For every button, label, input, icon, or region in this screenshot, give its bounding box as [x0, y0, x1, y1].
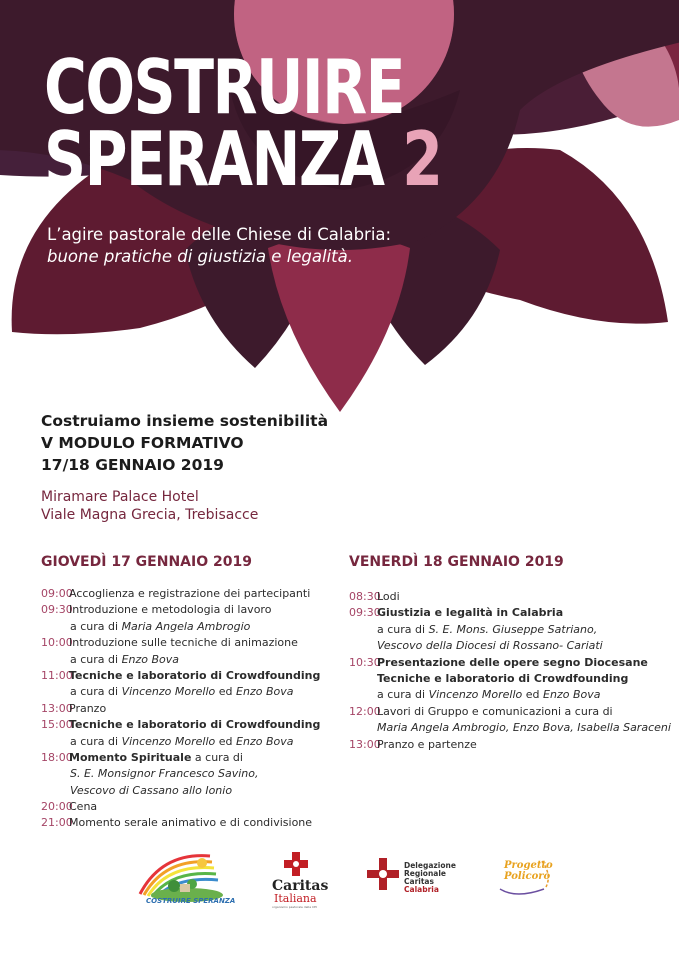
- event-line-3: 17/18 GENNAIO 2019: [41, 456, 224, 474]
- schedule-time: 11:00: [41, 668, 73, 682]
- schedule-row: [41, 734, 320, 750]
- schedule-text: Vincenzo Morello: [121, 734, 216, 748]
- schedule-text: S. E. Mons. Giuseppe Satriano,: [428, 622, 598, 636]
- schedule-time: 09:00: [41, 587, 73, 600]
- schedule-row: [349, 704, 671, 720]
- schedule-time: 18:00: [41, 750, 73, 764]
- delegazione-cross-icon: [366, 857, 400, 891]
- schedule-row: [41, 652, 320, 668]
- schedule-text: Presentazione delle opere segno Diocesane: [377, 655, 648, 669]
- caritas-name: Caritas: [272, 878, 329, 894]
- schedule-text: Introduzione e metodologia di lavoro: [69, 603, 272, 617]
- schedule-text: a cura di: [70, 685, 122, 699]
- schedule-row: [41, 701, 320, 717]
- title-line-2: [44, 115, 442, 203]
- schedule-text: Lavori di Gruppo e comunicazioni a cura di: [377, 704, 613, 718]
- schedule-row: [349, 720, 671, 736]
- caritas-tag: organismo pastorale della CEI: [272, 905, 317, 909]
- schedule-row: [41, 799, 320, 815]
- schedule-row: [41, 815, 320, 831]
- schedule-text: a cura di: [191, 750, 243, 764]
- costruire-logo-text: COSTRUIRE SPERANZA: [146, 897, 236, 905]
- schedule-text: Pranzo e partenze: [377, 737, 477, 751]
- event-line-1: Costruiamo insieme sostenibilità: [41, 412, 329, 430]
- schedule-text: Tecniche e laboratorio di Crowdfounding: [69, 718, 321, 732]
- schedule-text: S. E. Monsignor Francesco Savino,: [70, 767, 259, 781]
- schedule-row: [349, 638, 671, 654]
- schedule-text: Momento serale animativo e di condivisione: [69, 816, 313, 830]
- schedule-row: [41, 668, 320, 684]
- title-line-1: COSTRUIRE: [44, 43, 404, 131]
- caritas-sub: Italiana: [274, 892, 317, 905]
- schedule-text: Maria Angela Ambrogio, Enzo Bova, Isabella Saraceni: [377, 721, 671, 735]
- schedule-row: [41, 602, 320, 618]
- schedule-text: ed: [215, 685, 237, 699]
- delegazione-caritas-logo: [366, 857, 456, 897]
- schedule-time: 09:30: [41, 603, 73, 617]
- schedule-time: 20:00: [41, 800, 73, 814]
- policoro-line-2: Policoro: [504, 871, 551, 882]
- schedule-text: Vincenzo Morello: [121, 685, 216, 699]
- schedule-row: [41, 783, 320, 799]
- day1-heading: GIOVEDÌ 17 GENNAIO 2019: [41, 554, 252, 570]
- schedule-time: 13:00: [349, 737, 381, 751]
- caritas-cross-icon: [266, 850, 326, 878]
- schedule-text: Enzo Bova: [236, 685, 294, 699]
- schedule-row: [41, 586, 320, 602]
- schedule-text: a cura di: [377, 688, 429, 702]
- schedule-row: [41, 717, 320, 733]
- costruire-speranza-logo: [132, 848, 236, 910]
- policoro-line-1: Progetto: [504, 860, 553, 871]
- schedule-text: Cena: [69, 800, 98, 814]
- schedule-text: Enzo Bova: [121, 652, 180, 666]
- delegazione-line-3: Caritas: [404, 877, 434, 886]
- schedule-text: Momento Spirituale: [69, 750, 192, 764]
- schedule-row: [41, 684, 320, 700]
- subtitle-line-2: buone pratiche di giustizia e legalità.: [47, 247, 354, 266]
- schedule-row: [41, 619, 320, 635]
- schedule-time: 12:00: [349, 704, 381, 718]
- schedule-row: [349, 622, 671, 638]
- schedule-text: a cura di: [377, 622, 429, 636]
- schedule-text: Vincenzo Morello: [428, 688, 523, 702]
- schedule-text: Enzo Bova: [543, 688, 601, 702]
- schedule-text: a cura di: [70, 652, 122, 666]
- schedule-time: 10:00: [41, 636, 73, 650]
- schedule-text: a cura di: [70, 734, 122, 748]
- schedule-text: Tecniche e laboratorio di Crowdfounding: [377, 671, 629, 685]
- schedule-text: Pranzo: [69, 701, 107, 715]
- schedule-text: Giustizia e legalità in Calabria: [377, 606, 564, 620]
- schedule-text: Tecniche e laboratorio di Crowdfounding: [69, 668, 321, 682]
- delegazione-line-4: Calabria: [404, 885, 439, 894]
- delegazione-line-1: Delegazione: [404, 861, 456, 870]
- delegazione-line-2: Regionale: [404, 869, 447, 878]
- schedule-row: [349, 687, 671, 703]
- schedule-time: 09:30: [349, 606, 381, 620]
- schedule-time: 15:00: [41, 718, 73, 732]
- schedule-text: Accoglienza e registrazione dei partecipanti: [69, 587, 311, 600]
- schedule-row: [349, 737, 671, 753]
- schedule-time: 21:00: [41, 816, 73, 830]
- schedule-time: 13:00: [41, 701, 73, 715]
- title-word: SPERANZA: [44, 115, 384, 203]
- schedule-row: [41, 766, 320, 782]
- subtitle-line-1: L’agire pastorale delle Chiese di Calabria:: [47, 225, 392, 244]
- schedule-text: Vescovo della Diocesi di Rossano- Cariati: [377, 639, 603, 653]
- schedule-text: a cura di: [70, 619, 122, 633]
- title-number: 2: [402, 115, 442, 203]
- schedule-row: [349, 671, 671, 687]
- schedule-time: 10:30: [349, 655, 381, 669]
- caritas-italiana-logo: [266, 850, 329, 912]
- schedule-time: 08:30: [349, 590, 381, 603]
- schedule-row: [349, 655, 671, 671]
- venue-name: Miramare Palace Hotel: [41, 489, 199, 505]
- event-line-2: V MODULO FORMATIVO: [41, 434, 244, 452]
- day2-heading: VENERDÌ 18 GENNAIO 2019: [349, 554, 564, 570]
- schedule-text: Enzo Bova: [236, 734, 294, 748]
- schedule-text: Lodi: [377, 590, 400, 603]
- schedule-row: [349, 589, 671, 605]
- schedule-text: Maria Angela Ambrogio: [121, 619, 251, 633]
- schedule-row: [349, 605, 671, 621]
- schedule-text: ed: [522, 688, 544, 702]
- schedule-row: [41, 750, 320, 766]
- day2-schedule: [349, 589, 671, 753]
- schedule-row: [41, 635, 320, 651]
- progetto-policoro-logo: [496, 855, 558, 899]
- schedule-text: Vescovo di Cassano allo Ionio: [70, 783, 233, 797]
- schedule-text: Introduzione sulle tecniche di animazione: [69, 636, 298, 650]
- day1-schedule: [41, 586, 320, 832]
- schedule-text: ed: [215, 734, 237, 748]
- venue-address: Viale Magna Grecia, Trebisacce: [41, 507, 259, 523]
